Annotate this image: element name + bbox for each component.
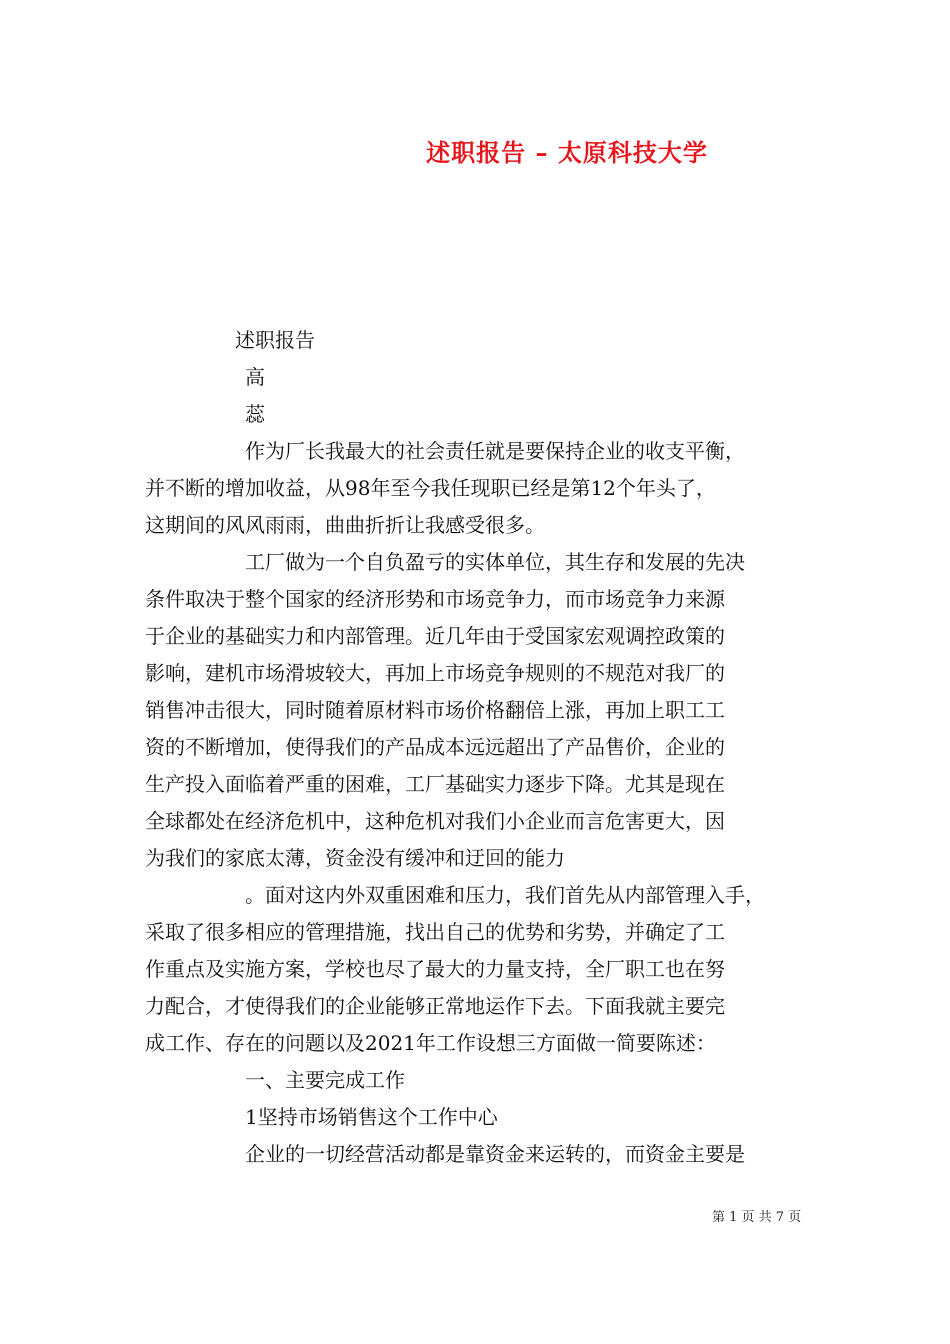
text-line: 资的不断增加，使得我们的产品成本远远超出了产品售价，企业的 bbox=[145, 735, 725, 759]
text-line: 作重点及实施方案，学校也尽了最大的力量支持，全厂职工也在努 bbox=[145, 957, 725, 981]
text-line: 企业的一切经营活动都是靠资金来运转的，而资金主要是 bbox=[245, 1142, 745, 1166]
text-line: 成工作、存在的问题以及2021年工作设想三方面做一简要陈述： bbox=[145, 1031, 716, 1055]
text-line: 采取了很多相应的管理措施，找出自己的优势和劣势，并确定了工 bbox=[145, 920, 725, 944]
text-line: 作为厂长我最大的社会责任就是要保持企业的收支平衡， bbox=[245, 439, 745, 463]
text-line: 于企业的基础实力和内部管理。近几年由于受国家宏观调控政策的 bbox=[145, 624, 725, 648]
text-line: 为我们的家底太薄，资金没有缓冲和迂回的能力 bbox=[145, 846, 565, 870]
text-line: 销售冲击很大，同时随着原材料市场价格翻倍上涨，再加上职工工 bbox=[145, 698, 725, 722]
subsection-heading: 1坚持市场销售这个工作中心 bbox=[245, 1105, 498, 1129]
text-line: 工厂做为一个自负盈亏的实体单位，其生存和发展的先决 bbox=[245, 550, 745, 574]
text-line: 。面对这内外双重困难和压力，我们首先从内部管理入手， bbox=[245, 883, 765, 907]
text-line: 全球都处在经济危机中，这种危机对我们小企业而言危害更大，因 bbox=[145, 809, 725, 833]
text-line: 条件取决于整个国家的经济形势和市场竞争力，而市场竞争力来源 bbox=[145, 587, 725, 611]
author-line-2: 蕊 bbox=[245, 402, 265, 426]
document-body bbox=[145, 322, 815, 1173]
text-line: 并不断的增加收益，从98年至今我任现职已经是第12个年头了， bbox=[145, 476, 716, 500]
text-line: 生产投入面临着严重的困难，工厂基础实力逐步下降。尤其是现在 bbox=[145, 772, 725, 796]
author-line-1: 高 bbox=[245, 365, 265, 389]
report-heading: 述职报告 bbox=[235, 328, 315, 352]
section-heading: 一、主要完成工作 bbox=[245, 1068, 405, 1092]
page-number: 第 1 页 共 7 页 bbox=[712, 1210, 802, 1225]
text-line: 这期间的风风雨雨，曲曲折折让我感受很多。 bbox=[145, 513, 545, 537]
text-line: 力配合，才使得我们的企业能够正常地运作下去。下面我就主要完 bbox=[145, 994, 725, 1018]
document-title: 述职报告 – 太原科技大学 bbox=[426, 138, 708, 167]
text-line: 影响，建机市场滑坡较大，再加上市场竞争规则的不规范对我厂的 bbox=[145, 661, 725, 685]
